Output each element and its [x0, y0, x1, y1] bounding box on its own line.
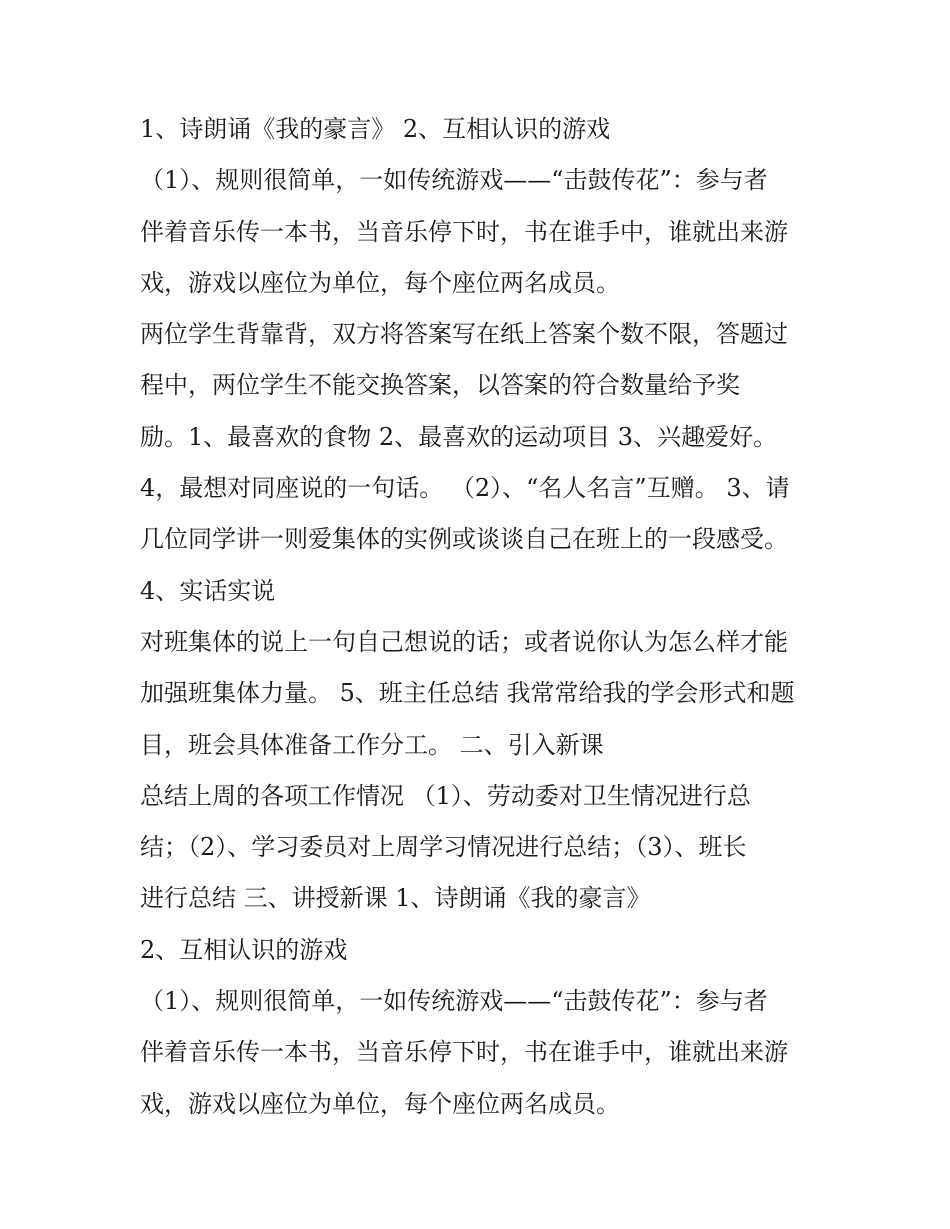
text-line-8: 4，最想对同座说的一句话。 （2）、“名人名言”互赠。 3、请 [140, 474, 790, 503]
text-line-9: 几位同学讲一则爱集体的实例或谈谈自己在班上的一段感受。 [140, 525, 788, 554]
text-line-19: 伴着音乐传一本书，当音乐停下时，书在谁手中，谁就出来游 [140, 1038, 788, 1067]
text-line-14: 总结上周的各项工作情况 （1）、劳动委对卫生情况进行总 [140, 781, 751, 810]
text-line-16: 进行总结 三、讲授新课 1、诗朗诵《我的豪言》 [140, 884, 651, 913]
text-line-5: 两位学生背靠背，双方将答案写在纸上答案个数不限，答题过 [140, 320, 788, 349]
text-line-6: 程中，两位学生不能交换答案，以答案的符合数量给予奖 [140, 371, 740, 400]
text-line-15: 结；（2）、学习委员对上周学习情况进行总结；（3）、班长 [140, 833, 747, 862]
text-line-20: 戏，游戏以座位为单位，每个座位两名成员。 [140, 1089, 620, 1118]
text-line-17: 2、互相认识的游戏 [140, 935, 348, 964]
text-line-12: 加强班集体力量。 5、班主任总结 我常常给我的学会形式和题 [140, 679, 795, 708]
text-line-2: （1）、规则很简单，一如传统游戏——“击鼓传花”：参与者 [140, 166, 768, 195]
document-body [140, 104, 840, 1130]
text-line-1: 1、诗朗诵《我的豪言》 2、互相认识的游戏 [140, 115, 611, 143]
text-line-10: 4、实话实说 [140, 576, 276, 605]
text-line-13: 目，班会具体准备工作分工。 二、引入新课 [140, 730, 604, 759]
text-line-3: 伴着音乐传一本书，当音乐停下时，书在谁手中，谁就出来游 [140, 217, 788, 246]
text-line-11: 对班集体的说上一句自己想说的话；或者说你认为怎么样才能 [140, 627, 788, 656]
text-line-4: 戏，游戏以座位为单位，每个座位两名成员。 [140, 268, 620, 297]
text-line-7: 励。1、最喜欢的食物 2、最喜欢的运动项目 3、兴趣爱好。 [140, 422, 778, 451]
text-line-18: （1）、规则很简单，一如传统游戏——“击鼓传花”：参与者 [140, 987, 768, 1016]
